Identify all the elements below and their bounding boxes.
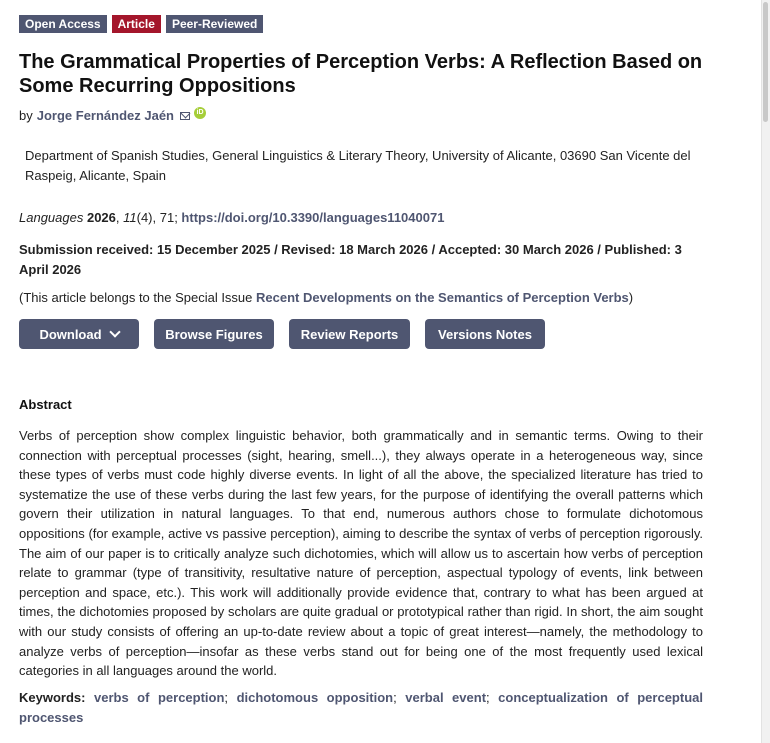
article-type-badge: Article [112, 15, 161, 33]
keyword-separator: ; [393, 690, 397, 705]
doi-link[interactable]: https://doi.org/10.3390/languages11040071 [181, 210, 445, 225]
abstract-heading: Abstract [19, 397, 72, 412]
citation-issue: (4), 71; [136, 210, 182, 225]
chevron-down-icon [109, 326, 120, 337]
orcid-icon[interactable]: iD [194, 107, 206, 119]
page-scrollbar[interactable] [761, 0, 770, 743]
action-buttons [19, 319, 560, 349]
special-issue-link[interactable]: Recent Developments on the Semantics of Perception Verbs [256, 290, 629, 305]
byline [19, 108, 206, 123]
author-link[interactable]: Jorge Fernández Jaén [36, 108, 175, 123]
download-label: Download [39, 326, 102, 342]
keyword-separator: ; [224, 690, 229, 705]
publication-dates: Submission received: 15 December 2025 / Revised: 18 March 2026 / Accepted: 30 March 2026 / Published: 3 April 2026 [19, 242, 682, 277]
keywords [19, 688, 703, 727]
citation-journal: Languages [19, 210, 84, 225]
badge-row [19, 15, 263, 33]
keyword-link[interactable]: verbal event [405, 690, 487, 705]
citation: Languages 2026, 11(4), 71; https://doi.org/10.3390/languages11040071 [19, 210, 445, 225]
keyword-link[interactable]: verbs of perception [93, 690, 225, 705]
scrollbar-thumb[interactable] [763, 2, 768, 122]
open-access-badge[interactable]: Open Access [19, 15, 107, 33]
citation-year: 2026 [86, 210, 116, 225]
byline-prefix: by [19, 108, 33, 123]
special-issue-prefix: (This article belongs to the Special Issue [19, 290, 257, 305]
peer-reviewed-badge[interactable]: Peer-Reviewed [166, 15, 263, 33]
special-issue-suffix: ) [628, 290, 634, 305]
review-reports-button[interactable]: Review Reports [289, 319, 410, 349]
citation-volume: 11 [123, 210, 137, 225]
special-issue-note [19, 290, 633, 305]
keyword-link[interactable]: conceptualization of perceptual processes [19, 690, 703, 725]
keywords-heading: Keywords: [19, 690, 86, 705]
affiliation: Department of Spanish Studies, General Linguistics & Literary Theory, University of Alicante, 03690 San Vicente del Raspeig, Alicante, Spain [25, 148, 691, 183]
abstract-text: Verbs of perception show complex linguistic behavior, both grammatically and in semantic terms. Owing to their connection with perceptual processes (sight, hearing, smell...), they always operate in a heterogeneous way, since these types of verbs must code highly diverse events. In light of all the above, the specialized literature has tried to systematize the use of these verbs during the last few years, for the purpose of identifying the overall patterns which govern their utilization in natural languages. To that end, numerous authors chose to formulate dichotomous oppositions (for example, active vs passive perception), aiming to describe the syntax of verbs of perception rigorously. The aim of our paper is to critically analyze such dichotomies, which will allow us to ascertain how verbs of perception relate to grammar (type of transitivity, resultative nature of perception, aspectual typology of events, link between perception and space, etc.). This work will additionally provide evidence that, contrary to what has been argued at times, the dichotomies proposed by scholars are quite gradual or prototypical rather than rigid. In short, the aim sought with our study consists of offering an up-to-date review about a topic of great interest—namely, the methodology to analyze verbs of perception—insofar as these verbs stand out for being one of the most frequently used lexical categories in all languages around the world. [19, 428, 703, 679]
versions-notes-button[interactable]: Versions Notes [425, 319, 545, 349]
email-icon[interactable] [180, 112, 190, 120]
browse-figures-button[interactable]: Browse Figures [154, 319, 274, 349]
article-title: The Grammatical Properties of Perception Verbs: A Reflection Based on Some Recurring Oppositions [19, 51, 703, 97]
download-button[interactable] [19, 319, 139, 349]
keyword-separator: ; [486, 690, 490, 705]
keyword-link[interactable]: dichotomous opposition [236, 690, 394, 705]
